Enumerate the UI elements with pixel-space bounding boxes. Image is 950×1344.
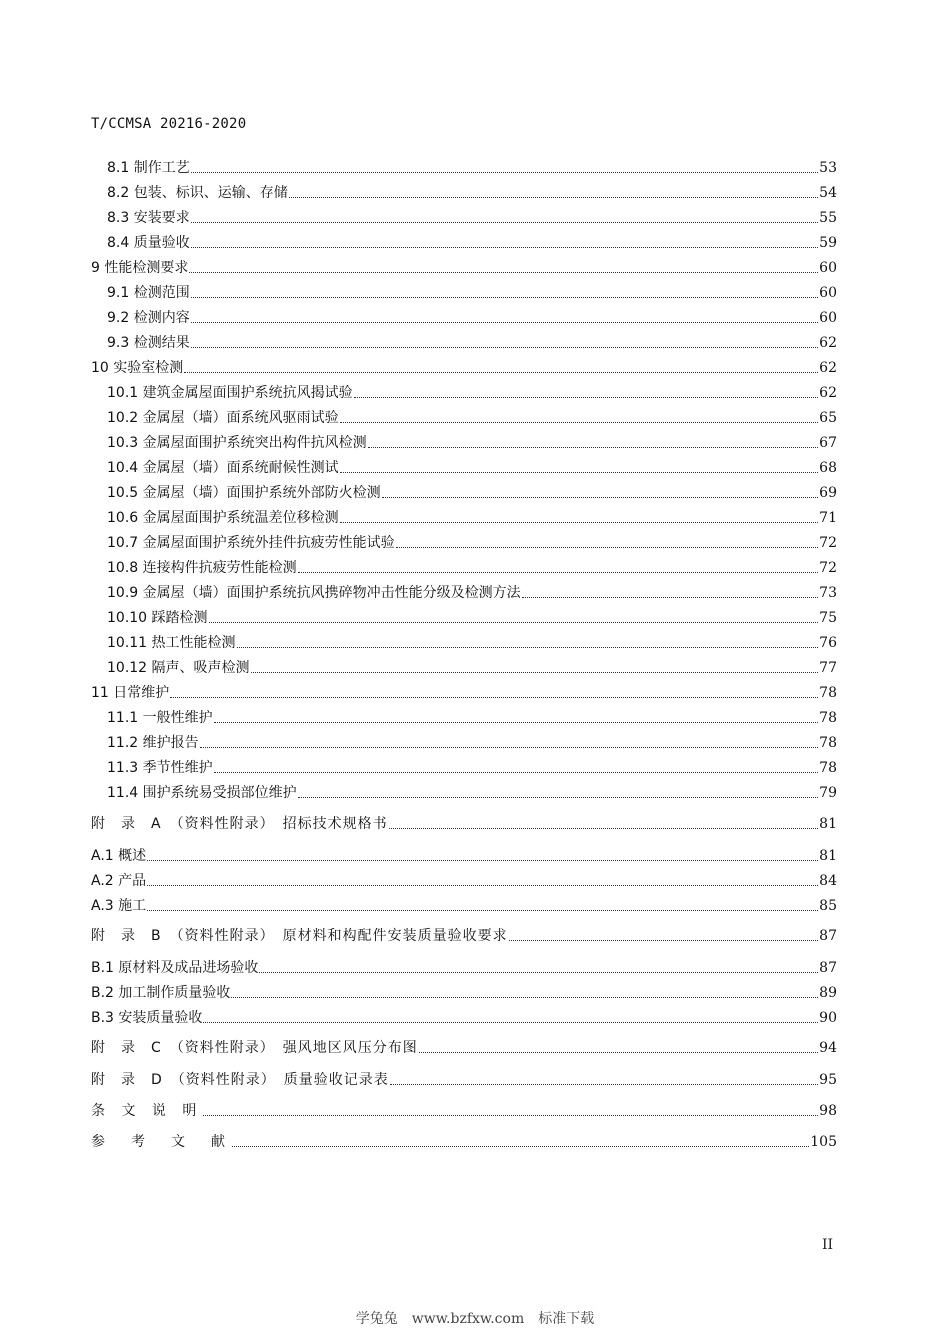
toc-entry[interactable] (91, 678, 837, 702)
toc-entry-page: 55 (819, 210, 837, 226)
toc-entry[interactable] (91, 153, 837, 177)
toc-entry-page: 78 (819, 685, 837, 701)
dot-leader (298, 796, 819, 798)
toc-entry-title: 10.7 金属屋面围护系统外挂件抗疲劳性能试验 (107, 535, 395, 551)
toc-entry-title: 8.1 制作工艺 (107, 160, 190, 176)
toc-entry-title: A.3 施工 (91, 898, 147, 914)
toc-entry-title: 9.1 检测范围 (107, 285, 190, 301)
toc-entry[interactable] (91, 978, 837, 1002)
toc-entry-page: 65 (819, 410, 837, 426)
toc-entry[interactable] (91, 1096, 837, 1120)
toc-entry-title: 附 录 C （资料性附录） 强风地区风压分布图 (91, 1040, 418, 1056)
toc-entry-page: 67 (819, 435, 837, 451)
toc-entry-page: 60 (819, 310, 837, 326)
toc-entry[interactable] (91, 728, 837, 752)
toc-entry-page: 72 (819, 560, 837, 576)
toc-entry-page: 73 (819, 585, 837, 601)
dot-leader (209, 621, 819, 623)
toc-entry[interactable] (91, 453, 837, 477)
dot-leader (191, 171, 818, 173)
toc-entry-page: 60 (819, 260, 837, 276)
toc-entry[interactable] (91, 921, 837, 945)
toc-entry-page: 62 (819, 385, 837, 401)
toc-entry[interactable] (91, 578, 837, 602)
toc-entry[interactable] (91, 778, 837, 802)
dot-leader (390, 1083, 818, 1085)
dot-leader (203, 1021, 818, 1023)
toc-entry-page: 62 (819, 335, 837, 351)
toc-entry-page: 69 (819, 485, 837, 501)
dot-leader (251, 671, 819, 673)
dot-leader (389, 827, 819, 829)
toc-entry[interactable] (91, 478, 837, 502)
toc-entry[interactable] (91, 353, 837, 377)
dot-leader (147, 859, 818, 861)
dot-leader (396, 546, 819, 548)
toc-entry[interactable] (91, 891, 837, 915)
toc-entry-page: 53 (819, 160, 837, 176)
toc-entry-page: 68 (819, 460, 837, 476)
toc-entry[interactable] (91, 1033, 837, 1057)
toc-entry-title: 11.4 围护系统易受损部位维护 (107, 785, 297, 801)
toc-entry-page: 78 (819, 735, 837, 751)
toc-entry-page: 77 (819, 660, 837, 676)
dot-leader (231, 996, 818, 998)
toc-entry-page: 60 (819, 285, 837, 301)
toc-entry-title: 11.1 一般性维护 (107, 710, 213, 726)
dot-leader (191, 296, 818, 298)
toc-entry-page: 75 (819, 610, 837, 626)
toc-entry-page: 71 (819, 510, 837, 526)
toc-entry-title: 10.4 金属屋（墙）面系统耐候性测试 (107, 460, 339, 476)
toc-entry-page: 90 (819, 1010, 837, 1026)
toc-entry[interactable] (91, 503, 837, 527)
toc-entry-title: 10.6 金属屋面围护系统温差位移检测 (107, 510, 339, 526)
dot-leader (170, 696, 818, 698)
toc-entry-title: 10.2 金属屋（墙）面系统风驱雨试验 (107, 410, 339, 426)
toc-entry-page: 98 (819, 1103, 837, 1119)
toc-entry-title: B.2 加工制作质量验收 (91, 985, 231, 1001)
toc-entry-page: 89 (819, 985, 837, 1001)
toc-entry-page: 78 (819, 710, 837, 726)
toc-entry-title: 9.3 检测结果 (107, 335, 190, 351)
toc-entry[interactable] (91, 553, 837, 577)
dot-leader (237, 646, 819, 648)
toc-entry-title: 10.11 热工性能检测 (107, 635, 236, 651)
watermark-footer: 学兔兔 www.bzfxw.com 标准下载 (355, 1311, 595, 1327)
document-code: T/CCMSA 20216-2020 (91, 116, 247, 132)
toc-entry-title: 11.2 维护报告 (107, 735, 199, 751)
toc-entry[interactable] (91, 653, 837, 677)
dot-leader (259, 971, 818, 973)
dot-leader (191, 221, 818, 223)
toc-entry-page: 62 (819, 360, 837, 376)
toc-entry[interactable] (91, 203, 837, 227)
dot-leader (214, 721, 819, 723)
toc-entry[interactable] (91, 1127, 837, 1151)
toc-entry-title: 10.3 金属屋面围护系统突出构件抗风检测 (107, 435, 367, 451)
toc-entry-page: 79 (819, 785, 837, 801)
toc-entry[interactable] (91, 178, 837, 202)
dot-leader (191, 246, 818, 248)
dot-leader (340, 421, 819, 423)
toc-entry-page: 54 (819, 185, 837, 201)
toc-entry-page: 81 (819, 848, 837, 864)
dot-leader (354, 396, 819, 398)
toc-entry-title: 附 录 B （资料性附录） 原材料和构配件安装质量验收要求 (91, 928, 508, 944)
toc-entry-page: 85 (819, 898, 837, 914)
toc-entry-title: 10.12 隔声、吸声检测 (107, 660, 250, 676)
toc-entry[interactable] (91, 703, 837, 727)
toc-entry[interactable] (91, 278, 837, 302)
toc-entry[interactable] (91, 1003, 837, 1027)
toc-entry-page: 94 (819, 1040, 837, 1056)
toc-entry-title: B.1 原材料及成品进场验收 (91, 960, 259, 976)
toc-entry[interactable] (91, 528, 837, 552)
toc-entry[interactable] (91, 603, 837, 627)
dot-leader (232, 1145, 809, 1147)
toc-entry-title: 8.2 包装、标识、运输、存储 (107, 185, 288, 201)
toc-entry-page: 95 (819, 1072, 837, 1088)
toc-entry[interactable] (91, 403, 837, 427)
dot-leader (214, 771, 819, 773)
dot-leader (189, 271, 818, 273)
page-number: II (822, 1237, 834, 1253)
dot-leader (340, 521, 819, 523)
toc-entry-title: 10.8 连接构件抗疲劳性能检测 (107, 560, 297, 576)
toc-entry-title: 9 性能检测要求 (91, 260, 189, 276)
dot-leader (522, 596, 819, 598)
toc-entry-page: 87 (819, 928, 837, 944)
toc-entry-title: 参 考 文 献 (91, 1134, 231, 1150)
dot-leader (147, 909, 818, 911)
toc-entry-title: 附 录 D （资料性附录） 质量验收记录表 (91, 1072, 389, 1088)
dot-leader (191, 346, 818, 348)
toc-entry-title: 8.3 安装要求 (107, 210, 190, 226)
toc-entry-page: 59 (819, 235, 837, 251)
dot-leader (203, 1114, 818, 1116)
toc-entry[interactable] (91, 841, 837, 865)
toc-entry-page: 76 (819, 635, 837, 651)
toc-entry-title: 条 文 说 明 (91, 1103, 203, 1119)
toc-entry-title: 10.10 踩踏检测 (107, 610, 208, 626)
dot-leader (368, 446, 819, 448)
dot-leader (419, 1051, 818, 1053)
toc-entry[interactable] (91, 303, 837, 327)
toc-entry[interactable] (91, 953, 837, 977)
toc-entry-page: 84 (819, 873, 837, 889)
toc-entry-page: 87 (819, 960, 837, 976)
toc-entry-page: 78 (819, 760, 837, 776)
dot-leader (340, 471, 819, 473)
toc-entry-title: 10.1 建筑金属屋面围护系统抗风揭试验 (107, 385, 353, 401)
toc-entry-title: 11.3 季节性维护 (107, 760, 213, 776)
toc-entry[interactable] (91, 428, 837, 452)
toc-entry-title: B.3 安装质量验收 (91, 1010, 203, 1026)
toc-entry[interactable] (91, 809, 837, 833)
dot-leader (298, 571, 819, 573)
toc-entry-page: 105 (810, 1134, 837, 1150)
toc-entry-title: 10.5 金属屋（墙）面围护系统外部防火检测 (107, 485, 381, 501)
toc-entry[interactable] (91, 1065, 837, 1089)
toc-entry-page: 72 (819, 535, 837, 551)
toc-entry-page: 81 (819, 816, 837, 832)
toc-entry-title: A.2 产品 (91, 873, 147, 889)
toc-entry-title: 11 日常维护 (91, 685, 170, 701)
dot-leader (191, 321, 818, 323)
toc-entry[interactable] (91, 228, 837, 252)
dot-leader (289, 196, 818, 198)
toc-entry-title: A.1 概述 (91, 848, 147, 864)
dot-leader (200, 746, 819, 748)
toc-entry[interactable] (91, 628, 837, 652)
dot-leader (509, 939, 819, 941)
dot-leader (382, 496, 819, 498)
toc-entry[interactable] (91, 253, 837, 277)
dot-leader (147, 884, 818, 886)
toc-entry[interactable] (91, 378, 837, 402)
toc-entry[interactable] (91, 753, 837, 777)
toc-entry-title: 10.9 金属屋（墙）面围护系统抗风携碎物冲击性能分级及检测方法 (107, 585, 521, 601)
toc-entry-title: 10 实验室检测 (91, 360, 184, 376)
dot-leader (184, 371, 818, 373)
toc-entry[interactable] (91, 866, 837, 890)
toc-entry[interactable] (91, 328, 837, 352)
toc-entry-title: 附 录 A （资料性附录） 招标技术规格书 (91, 816, 388, 832)
toc-entry-title: 8.4 质量验收 (107, 235, 190, 251)
toc-entry-title: 9.2 检测内容 (107, 310, 190, 326)
